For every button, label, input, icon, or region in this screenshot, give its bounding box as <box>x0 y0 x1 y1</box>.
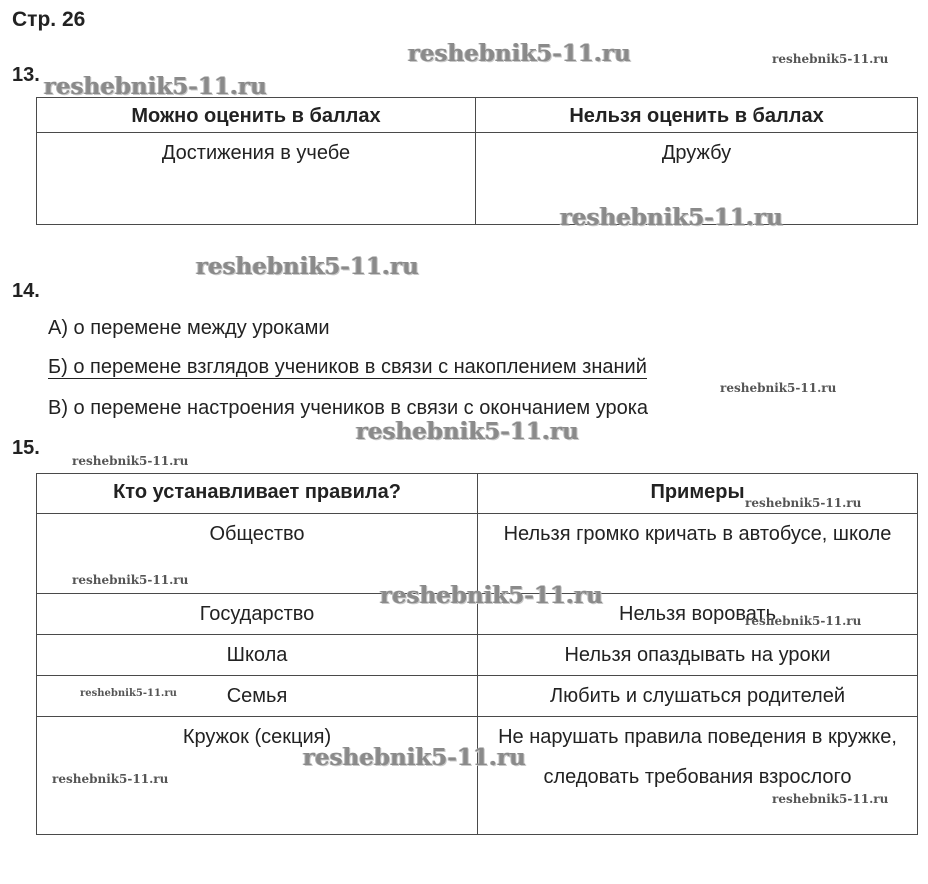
watermark: reshebnik5-11.ru <box>380 582 603 609</box>
table-cell: Общество <box>37 514 478 594</box>
watermark: reshebnik5-11.ru <box>72 573 189 587</box>
table-cell: Нельзя воровать <box>478 594 918 635</box>
answer-option-c: В) о перемене настроения учеников в связи с окончанием урока <box>48 397 649 419</box>
task-15-number: 15. <box>12 437 40 459</box>
answer-option-a: А) о перемене между уроками <box>48 317 330 339</box>
table-cell: Кружок (секция) <box>37 717 478 835</box>
table-cell: Дружбу <box>476 133 918 225</box>
watermark: reshebnik5-11.ru <box>408 40 631 67</box>
table-row <box>37 717 918 835</box>
table-cell: Нельзя опаздывать на уроки <box>478 635 918 676</box>
task-14-number: 14. <box>12 280 40 302</box>
watermark: reshebnik5-11.ru <box>196 253 419 280</box>
watermark: reshebnik5-11.ru <box>72 454 189 468</box>
table-header-cell: Кто устанавливает правила? <box>37 474 478 514</box>
watermark: reshebnik5-11.ru <box>356 418 579 445</box>
table-row <box>37 594 918 635</box>
watermark: reshebnik5-11.ru <box>772 792 889 806</box>
task-15-table <box>36 473 918 835</box>
table-row <box>37 514 918 594</box>
table-header-cell: Можно оценить в баллах <box>37 98 476 133</box>
table-cell: Государство <box>37 594 478 635</box>
watermark: reshebnik5-11.ru <box>44 73 267 100</box>
table-header-cell: Нельзя оценить в баллах <box>476 98 918 133</box>
watermark: reshebnik5-11.ru <box>52 772 169 786</box>
task-13-number: 13. <box>12 64 40 86</box>
watermark: reshebnik5-11.ru <box>720 381 837 395</box>
table-header-row <box>37 474 918 514</box>
watermark: reshebnik5-11.ru <box>772 52 889 66</box>
task-13-table <box>36 97 918 225</box>
watermark: reshebnik5-11.ru <box>560 204 783 231</box>
table-header-row <box>37 98 918 133</box>
watermark: reshebnik5-11.ru <box>745 614 862 628</box>
watermark: reshebnik5-11.ru <box>745 496 862 510</box>
table-cell: Школа <box>37 635 478 676</box>
answer-option-b: Б) о перемене взглядов учеников в связи с накоплением знаний <box>48 356 647 378</box>
table-cell: Нельзя громко кричать в автобусе, школе <box>478 514 918 594</box>
table-row <box>37 635 918 676</box>
table-cell: Любить и слушаться родителей <box>478 676 918 717</box>
table-cell: Семья <box>37 676 478 717</box>
table-cell: Достижения в учебе <box>37 133 476 225</box>
table-row <box>37 133 918 225</box>
table-row <box>37 676 918 717</box>
watermark: reshebnik5-11.ru <box>80 688 177 699</box>
table-cell: Не нарушать правила поведения в кружке, следовать требования взрослого <box>478 717 918 835</box>
watermark: reshebnik5-11.ru <box>303 744 526 771</box>
page-label: Стр. 26 <box>12 8 86 31</box>
table-header-cell: Примеры <box>478 474 918 514</box>
